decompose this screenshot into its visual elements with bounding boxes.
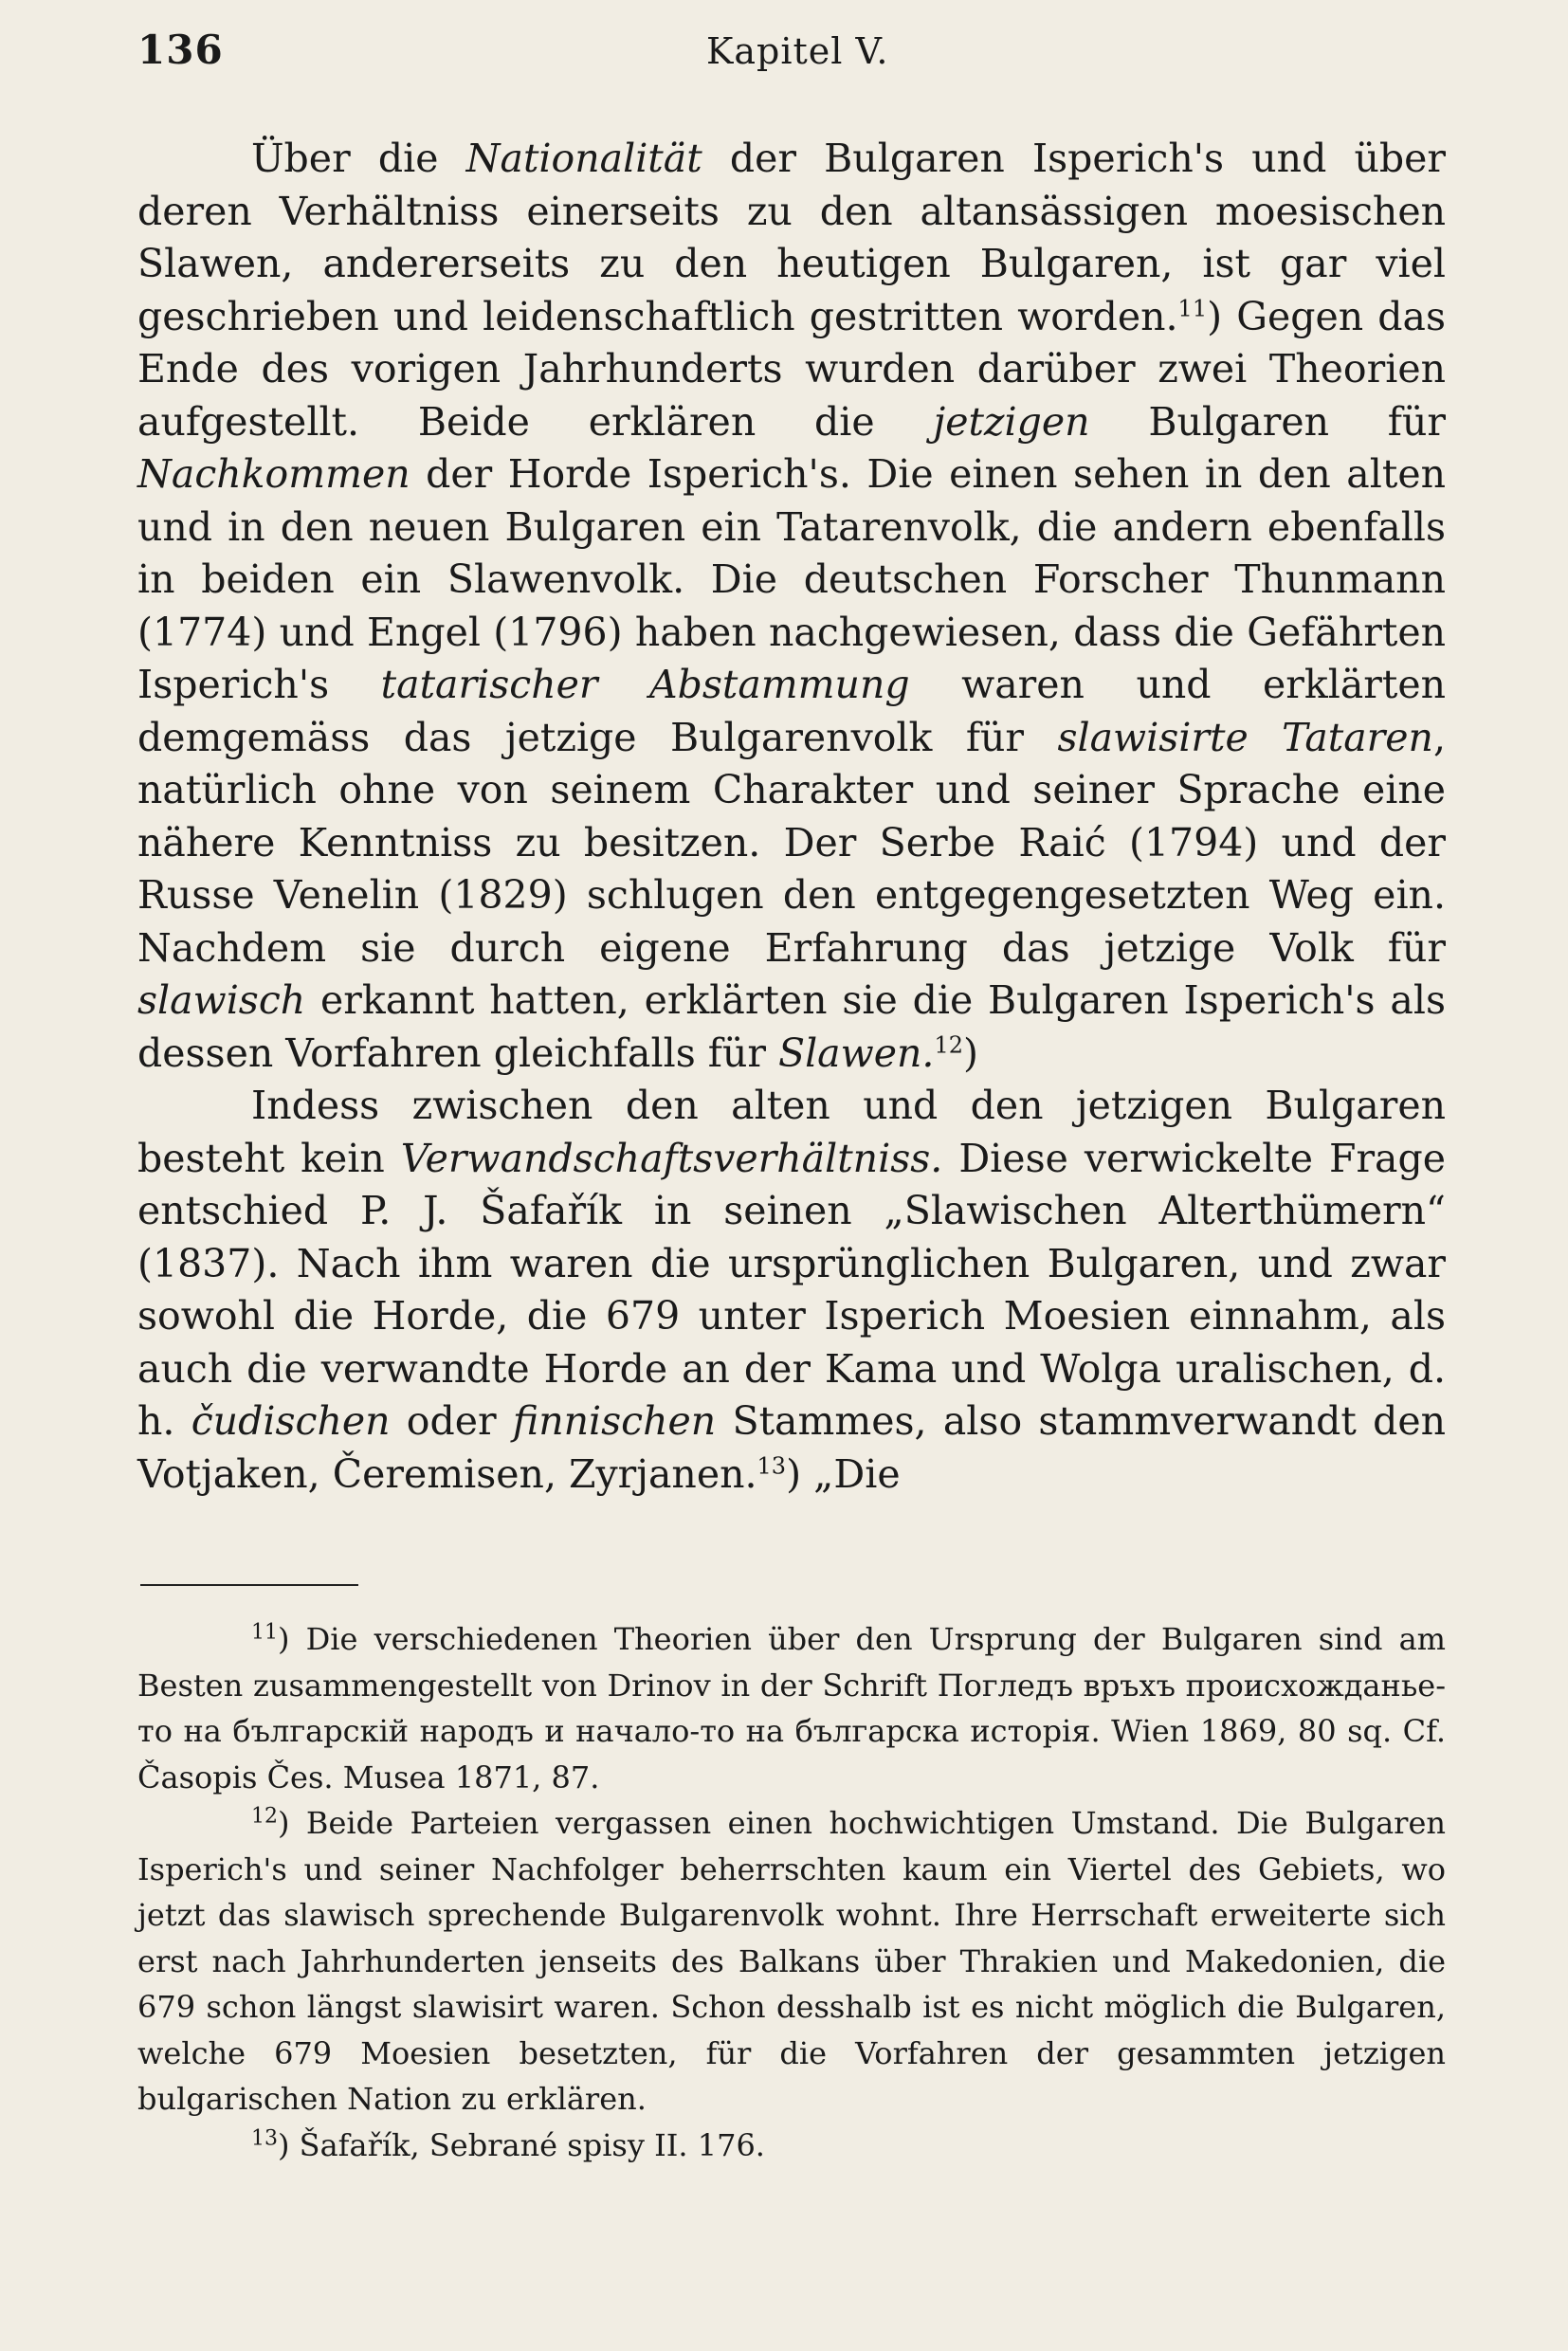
text-run: Über die: [251, 136, 466, 181]
text-run: Stammes, also stammverwandt den Votjaken, Čeremisen, Zyrjanen.: [137, 1398, 1446, 1497]
main-text: [137, 133, 1446, 1501]
paragraph-2: [137, 1080, 1446, 1501]
emphasis: Nationalität: [465, 136, 702, 181]
footnote-text: ) Beide Parteien vergassen einen hochwichtigen Umstand. Die Bulgaren Isperich's und seiner Nachfolger beherrschten kaum ein Viertel des Gebiets, wo jetzt das slawisch sprechende Bulgarenvolk wohnt. Ihre Herrschaft erweiterte sich erst nach Jahrhunderten jenseits des Balkans über Thrakien und Makedonien, die 679 schon längst slawisirt waren. Schon desshalb ist es nicht möglich die Bulgaren, welche 679 Moesien besetzten, für die Vorfahren der gesammten jetzigen bulgarischen Nation zu erklären.: [137, 1805, 1446, 2117]
emphasis: finnischen: [512, 1398, 717, 1444]
text-run: der Horde Isperich's. Die einen sehen in den alten und in den neuen Bulgaren ein Tatarenvolk, die andern ebenfalls in beiden ein Slawenvolk. Die deutschen Forscher Thunmann (1774) und Engel (1796) haben nachgewiesen, dass die Gefährten Isperich's: [137, 451, 1446, 707]
footnote-11: [137, 1616, 1446, 1800]
emphasis: slawisch: [137, 977, 306, 1023]
footnote-text: ) Šafařík, Sebrané spisy II. 176.: [278, 2126, 765, 2163]
emphasis: Slawen.: [777, 1030, 935, 1076]
text-run: ): [962, 1030, 978, 1076]
text-run: Bulgaren für: [1089, 398, 1446, 445]
footnote-mark: 11: [251, 1620, 278, 1645]
text-run: waren und erklärten demgemäss das jetzige Bulgarenvolk für: [137, 662, 1447, 760]
footnote-separator: [140, 1584, 358, 1586]
running-head: [137, 27, 1446, 93]
footnote-reference-12: 12: [934, 1030, 963, 1058]
page-number: 136: [137, 27, 224, 73]
paragraph-1: [137, 133, 1446, 1080]
footnote-text: ) Die verschiedenen Theorien über den Ursprung der Bulgaren sind am Besten zusammengestellt von Drinov in der Schrift Погледъ връхъ происхожданье-то на българскій народъ и начало-то на българска исторія. Wien 1869, 80 sq. Cf. Časopis Čes. Musea 1871, 87.: [137, 1621, 1446, 1795]
footnote-reference-13: 13: [757, 1451, 787, 1479]
footnote-12: [137, 1800, 1446, 2123]
footnote-reference-11: 11: [1177, 294, 1208, 321]
emphasis: čudischen: [191, 1398, 391, 1444]
chapter-title: Kapitel V.: [706, 30, 889, 72]
text-run: der Bulgaren Isperich's und über deren Verhältniss einerseits zu den altansässigen moesischen Slawen, andererseits zu den heutigen Bulgaren, ist gar viel geschrieben und leidenschaftlich gestritten worden.: [137, 136, 1446, 339]
text-run: ) „Die: [786, 1450, 901, 1497]
emphasis: slawisirte Tataren: [1057, 714, 1433, 760]
emphasis: Nachkommen: [137, 451, 410, 497]
text-run: oder: [390, 1398, 513, 1444]
text-run: , natürlich ohne von seinem Charakter und seiner Sprache eine nähere Kenntniss zu besitzen. Der Serbe Raić (1794) und der Russe Venelin (1829) schlugen den entgegengesetzten Weg ein. Nachdem sie durch eigene Erfahrung das jetzige Volk für: [137, 714, 1447, 971]
footnote-13: [137, 2123, 1446, 2169]
text-run: Indess zwischen den alten und den jetzigen Bulgaren besteht kein: [137, 1083, 1446, 1181]
footnote-mark: 13: [251, 2125, 278, 2150]
text-run: erkannt hatten, erklärten sie die Bulgaren Isperich's als dessen Vorfahren gleichfalls für: [137, 977, 1446, 1076]
emphasis: Verwandschaftsverhältniss.: [400, 1135, 943, 1181]
footnotes: [137, 1616, 1446, 2168]
footnote-mark: 12: [251, 1804, 278, 1829]
emphasis: jetzigen: [933, 398, 1090, 445]
emphasis: tatarischer Abstammung: [380, 662, 910, 707]
text-run: ) Gegen das Ende des vorigen Jahrhunderts wurden darüber zwei Theorien aufgestellt. Beide erklären die: [137, 293, 1446, 445]
text-run: Diese verwickelte Frage entschied P. J. Šafařík in seinen „Slawischen Alterthümern“ (1837). Nach ihm waren die ursprünglichen Bulgaren, und zwar sowohl die Horde, die 679 unter Isperich Moesien einnahm, als auch die verwandte Horde an der Kama und Wolga uralischen, d. h.: [137, 1135, 1446, 1444]
